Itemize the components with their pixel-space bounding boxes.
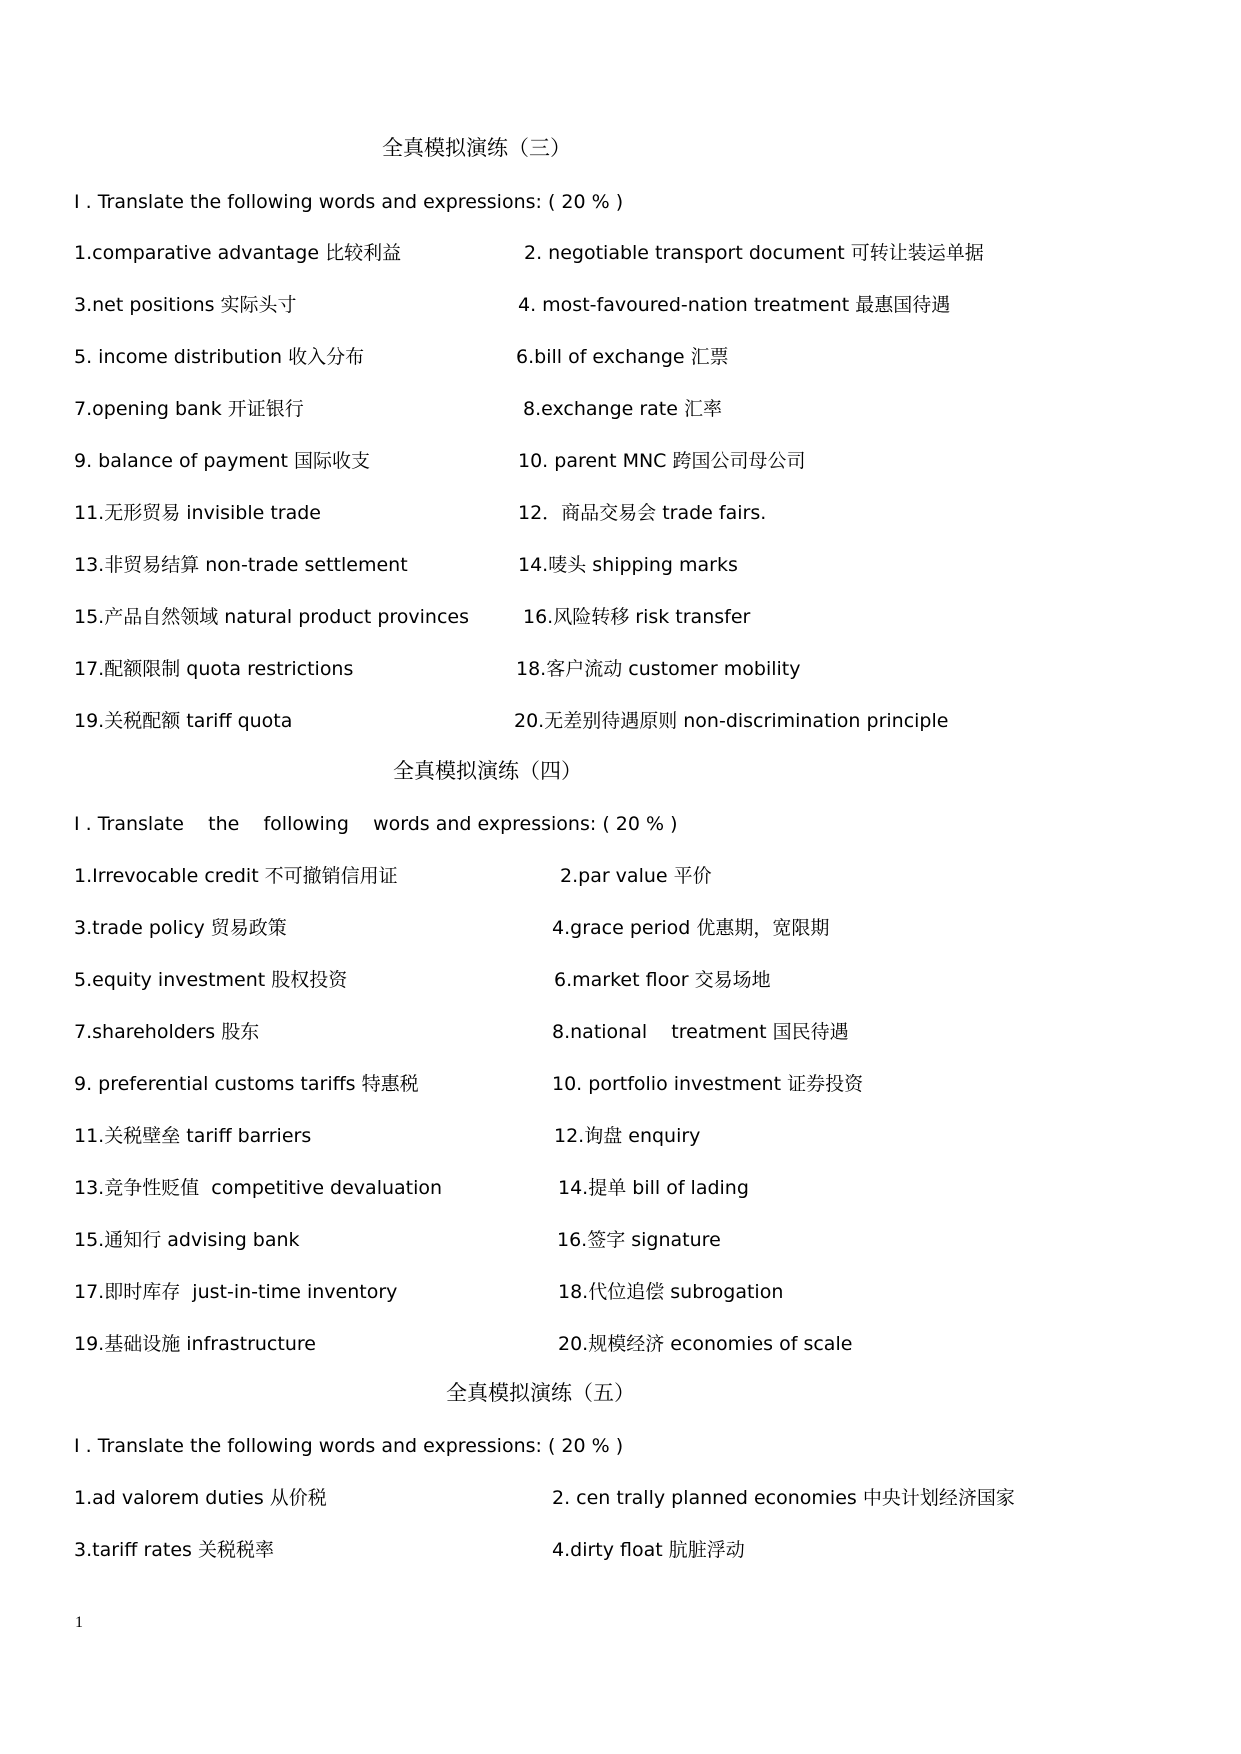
section-instruction: I . Translate the following words and expressions: ( 20 % ): [74, 1435, 624, 1457]
vocab-item: 19.关税配额 tariff quota: [74, 710, 293, 732]
vocab-item: 20.规模经济 economies of scale: [558, 1333, 853, 1355]
vocab-item: 13.非贸易结算 non-trade settlement: [74, 554, 408, 576]
vocab-item: 10. portfolio investment 证券投资: [552, 1073, 864, 1095]
vocab-item: 7.shareholders 股东: [74, 1021, 260, 1043]
vocab-item: 12.询盘 enquiry: [554, 1125, 701, 1147]
section-title: 全真模拟演练（五）: [446, 1381, 635, 1405]
vocab-item: 8.exchange rate 汇率: [523, 398, 722, 420]
vocab-item: 5.equity investment 股权投资: [74, 969, 348, 991]
vocab-item: 15.通知行 advising bank: [74, 1229, 300, 1251]
vocab-item: 16.签字 signature: [557, 1229, 721, 1251]
vocab-item: 12．商品交易会 trade fairs.: [518, 502, 767, 524]
vocab-item: 18.代位追偿 subrogation: [558, 1281, 784, 1303]
vocab-item: 1.ad valorem duties 从价税: [74, 1487, 327, 1509]
vocab-item: 17.配额限制 quota restrictions: [74, 658, 354, 680]
vocab-item: 5. income distribution 收入分布: [74, 346, 365, 368]
vocab-item: 3.trade policy 贸易政策: [74, 917, 287, 939]
vocab-item: 3.tariff rates 关税税率: [74, 1539, 274, 1561]
vocab-item: 4.grace period 优惠期，宽限期: [552, 917, 830, 939]
vocab-item: 1.Irrevocable credit 不可撤销信用证: [74, 865, 398, 887]
page-number: 1: [75, 1614, 83, 1631]
vocab-item: 2.par value 平价: [560, 865, 712, 887]
vocab-item: 3.net positions 实际头寸: [74, 294, 297, 316]
vocab-item: 10. parent MNC 跨国公司母公司: [518, 450, 806, 472]
vocab-item: 20.无差别待遇原则 non-discrimination principle: [514, 710, 949, 732]
section-title: 全真模拟演练（三）: [382, 136, 571, 160]
vocab-item: 18.客户流动 customer mobility: [516, 658, 801, 680]
vocab-item: 6.bill of exchange 汇票: [516, 346, 729, 368]
vocab-item: 9. balance of payment 国际收支: [74, 450, 371, 472]
vocab-item: 11.关税壁垒 tariff barriers: [74, 1125, 312, 1147]
vocab-item: 9. preferential customs tariffs 特惠税: [74, 1073, 419, 1095]
section-title: 全真模拟演练（四）: [393, 759, 582, 783]
vocab-item: 17.即时库存 just-in-time inventory: [74, 1281, 398, 1303]
vocab-item: 2. negotiable transport document 可转让装运单据: [524, 242, 984, 264]
vocab-item: 8.national treatment 国民待遇: [552, 1021, 849, 1043]
vocab-item: 13.竞争性贬值 competitive devaluation: [74, 1177, 443, 1199]
vocab-item: 4. most-favoured-nation treatment 最惠国待遇: [518, 294, 951, 316]
section-instruction: I . Translate the following words and expressions: ( 20 % ): [74, 813, 678, 835]
section-instruction: I . Translate the following words and expressions: ( 20 % ): [74, 191, 624, 213]
vocab-item: 11.无形贸易 invisible trade: [74, 502, 322, 524]
vocab-item: 7.opening bank 开证银行: [74, 398, 304, 420]
vocab-item: 14.唛头 shipping marks: [518, 554, 738, 576]
vocab-item: 15.产品自然领域 natural product provinces: [74, 606, 470, 628]
vocab-item: 1.comparative advantage 比较利益: [74, 242, 402, 264]
vocab-item: 2. cen trally planned economies 中央计划经济国家: [552, 1487, 1015, 1509]
vocab-item: 16.风险转移 risk transfer: [523, 606, 751, 628]
vocab-item: 6.market floor 交易场地: [554, 969, 771, 991]
vocab-item: 4.dirty float 肮脏浮动: [552, 1539, 745, 1561]
vocab-item: 19.基础设施 infrastructure: [74, 1333, 316, 1355]
vocab-item: 14.提单 bill of lading: [558, 1177, 749, 1199]
